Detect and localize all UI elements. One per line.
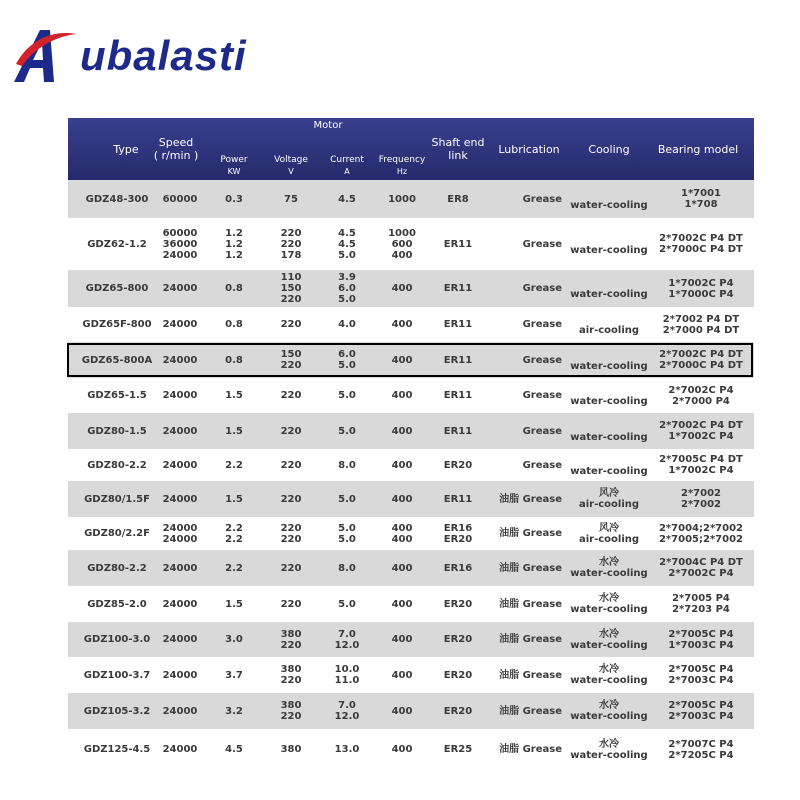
- cell-type: GDZ80-2.2: [87, 562, 147, 574]
- cell-speed: 24000: [162, 744, 198, 755]
- cell-cool: water-cooling: [570, 396, 648, 407]
- cell-power: 3.0: [225, 634, 243, 645]
- cell-bearing: 2*7002C P4 DT 2*7000C P4 DT: [659, 233, 743, 255]
- cell-voltage: 220: [280, 562, 302, 574]
- cell-shaft: ER8: [447, 193, 469, 205]
- cell-type: GDZ65F-800: [82, 319, 152, 330]
- cell-voltage: 220: [280, 425, 302, 437]
- cell-type: GDZ48-300: [85, 193, 149, 205]
- header-frequency: Frequency: [378, 155, 426, 165]
- cell-voltage: 380 220: [280, 700, 302, 722]
- cell-type: GDZ65-800A: [81, 354, 153, 366]
- header-power: Power: [220, 155, 248, 165]
- cell-lube: Grease: [522, 354, 562, 366]
- cell-current: 5.0: [338, 493, 356, 505]
- cell-bearing: 2*7004;2*7002 2*7005;2*7002: [658, 522, 744, 545]
- cell-voltage: 220: [280, 319, 302, 330]
- cell-type: GDZ85-2.0: [87, 598, 147, 610]
- cell-power: 2.2 2.2: [225, 522, 243, 545]
- header-voltage-unit: V: [288, 167, 294, 176]
- header-shaft: Shaft end: [431, 136, 485, 149]
- cell-bearing: 2*7002 2*7002: [680, 488, 722, 510]
- cell-speed: 60000 36000 24000: [162, 227, 198, 261]
- cell-lube: Grease: [522, 390, 562, 401]
- cell-speed: 24000 24000: [162, 522, 198, 545]
- cell-bearing: 1*7001 1*708: [680, 188, 722, 210]
- cell-frequency: 400: [391, 493, 413, 505]
- cell-shaft: ER11: [443, 238, 473, 250]
- cell-type: GDZ80/2.2F: [84, 528, 150, 539]
- brand-name: ubalasti: [80, 32, 247, 79]
- cell-cool: 水冷 water-cooling: [570, 557, 648, 579]
- cell-lube: 油脂 Grease: [499, 669, 562, 681]
- cell-shaft: ER11: [443, 319, 473, 330]
- cell-power: 1.2 1.2 1.2: [225, 227, 243, 261]
- cell-current: 8.0: [338, 562, 356, 574]
- cell-voltage: 220: [280, 390, 302, 401]
- cell-bearing: 2*7002C P4 2*7000 P4: [668, 384, 734, 407]
- spec-table: [68, 118, 754, 794]
- cell-frequency: 400: [391, 744, 413, 755]
- cell-lube: Grease: [522, 425, 562, 437]
- cell-current: 5.0: [338, 390, 356, 401]
- cell-type: GDZ80-2.2: [87, 459, 147, 471]
- cell-speed: 24000: [162, 598, 198, 610]
- cell-type: GDZ80-1.5: [87, 425, 147, 437]
- header-frequency-unit: Hz: [396, 167, 408, 176]
- cell-shaft: ER11: [443, 425, 473, 437]
- cell-speed: 24000: [162, 425, 198, 437]
- cell-type: GDZ80/1.5F: [84, 493, 150, 505]
- cell-power: 1.5: [225, 390, 243, 401]
- cell-frequency: 400: [391, 634, 413, 645]
- highlighted-row-frame: [67, 343, 753, 377]
- cell-shaft: ER20: [443, 669, 473, 681]
- cell-shaft: ER11: [443, 493, 473, 505]
- cell-cool: water-cooling: [570, 199, 648, 211]
- cell-lube: Grease: [522, 283, 562, 294]
- cell-frequency: 400: [391, 354, 413, 366]
- cell-current: 5.0: [338, 598, 356, 610]
- header-motor: Motor: [313, 120, 343, 131]
- cell-speed: 24000: [162, 319, 198, 330]
- cell-speed: 60000: [162, 193, 198, 205]
- cell-voltage: 220 220 178: [280, 227, 302, 261]
- cell-cool: 水冷 water-cooling: [570, 700, 648, 722]
- cell-bearing: 2*7002 P4 DT 2*7000 P4 DT: [662, 313, 740, 336]
- logo-mark-icon: [10, 24, 82, 88]
- cell-shaft: ER20: [443, 634, 473, 645]
- cell-type: GDZ105-3.2: [83, 705, 151, 717]
- header-speed: Speed: [158, 136, 194, 149]
- cell-current: 13.0: [334, 744, 360, 755]
- cell-voltage: 220: [280, 459, 302, 471]
- cell-shaft: ER11: [443, 390, 473, 401]
- cell-cool: water-cooling: [570, 465, 648, 477]
- cell-cool: water-cooling: [570, 244, 648, 256]
- cell-bearing: 2*7005C P4 1*7003C P4: [668, 628, 734, 651]
- cell-power: 3.2: [225, 705, 243, 717]
- cell-shaft: ER16: [443, 562, 473, 574]
- cell-shaft: ER11: [443, 354, 473, 366]
- cell-type: GDZ62-1.2: [87, 238, 147, 250]
- cell-bearing: 2*7005C P4 2*7003C P4: [668, 700, 734, 722]
- cell-power: 4.5: [225, 744, 243, 755]
- cell-speed: 24000: [162, 705, 198, 717]
- header-cooling: Cooling: [588, 143, 630, 156]
- cell-bearing: 2*7002C P4 DT 1*7002C P4: [659, 420, 743, 442]
- cell-frequency: 400: [391, 390, 413, 401]
- cell-frequency: 400: [391, 598, 413, 610]
- cell-power: 2.2: [225, 562, 243, 574]
- cell-speed: 24000: [162, 354, 198, 366]
- cell-frequency: 400: [391, 562, 413, 574]
- cell-frequency: 400 400: [391, 522, 413, 545]
- cell-speed: 24000: [162, 459, 198, 471]
- cell-lube: 油脂 Grease: [499, 493, 562, 505]
- cell-shaft: ER20: [443, 705, 473, 717]
- header-bearing: Bearing model: [657, 143, 739, 156]
- cell-power: 0.8: [225, 319, 243, 330]
- cell-power: 1.5: [225, 425, 243, 437]
- cell-power: 0.3: [225, 193, 243, 205]
- cell-lube: 油脂 Grease: [499, 634, 562, 645]
- cell-current: 4.0: [338, 319, 356, 330]
- cell-bearing: 2*7004C P4 DT 2*7002C P4: [659, 557, 743, 579]
- cell-voltage: 220 220: [280, 522, 302, 545]
- cell-current: 4.5: [338, 193, 356, 205]
- cell-lube: Grease: [522, 238, 562, 250]
- header-speed-unit: ( r/min ): [153, 149, 199, 162]
- header-current-unit: A: [344, 167, 350, 176]
- cell-voltage: 110 150 220: [280, 272, 302, 305]
- header-voltage: Voltage: [274, 155, 308, 165]
- cell-cool: 水冷 water-cooling: [570, 593, 648, 615]
- cell-speed: 24000: [162, 669, 198, 681]
- cell-lube: Grease: [522, 459, 562, 471]
- cell-bearing: 2*7005C P4 2*7003C P4: [668, 664, 734, 686]
- cell-frequency: 1000: [388, 193, 416, 205]
- cell-lube: 油脂 Grease: [499, 744, 562, 755]
- cell-cool: air-cooling: [578, 325, 640, 336]
- cell-frequency: 400: [391, 425, 413, 437]
- cell-speed: 24000: [162, 493, 198, 505]
- cell-type: GDZ100-3.7: [83, 669, 151, 681]
- cell-current: 8.0: [338, 459, 356, 471]
- cell-voltage: 150 220: [280, 349, 302, 371]
- cell-lube: Grease: [522, 193, 562, 205]
- cell-bearing: 2*7005C P4 DT 1*7002C P4: [659, 454, 743, 476]
- cell-type: GDZ65-1.5: [87, 390, 147, 401]
- cell-current: 10.0 11.0: [334, 664, 360, 686]
- cell-power: 2.2: [225, 459, 243, 471]
- cell-voltage: 75: [284, 193, 298, 205]
- cell-voltage: 380 220: [280, 628, 302, 651]
- cell-frequency: 400: [391, 705, 413, 717]
- cell-frequency: 400: [391, 319, 413, 330]
- cell-type: GDZ100-3.0: [83, 634, 151, 645]
- cell-current: 7.0 12.0: [334, 700, 360, 722]
- cell-speed: 24000: [162, 562, 198, 574]
- cell-cool: 水冷 water-cooling: [570, 628, 648, 651]
- cell-current: 4.5 4.5 5.0: [338, 227, 356, 261]
- cell-frequency: 400: [391, 669, 413, 681]
- cell-power: 0.8: [225, 354, 243, 366]
- brand-logo: [10, 24, 280, 88]
- cell-type: GDZ65-800: [85, 283, 149, 294]
- cell-frequency: 400: [391, 459, 413, 471]
- cell-power: 0.8: [225, 283, 243, 294]
- table-header: [68, 118, 754, 180]
- cell-current: 3.9 6.0 5.0: [338, 272, 356, 305]
- cell-voltage: 380: [280, 744, 302, 755]
- cell-cool: 风冷 air-cooling: [578, 488, 640, 510]
- cell-speed: 24000: [162, 283, 198, 294]
- cell-type: GDZ125-4.5: [83, 744, 151, 755]
- cell-bearing: 2*7002C P4 DT 2*7000C P4 DT: [659, 349, 743, 371]
- cell-lube: 油脂 Grease: [499, 562, 562, 574]
- cell-power: 1.5: [225, 598, 243, 610]
- header-shaft-link: link: [448, 149, 468, 162]
- cell-current: 5.0 5.0: [338, 522, 356, 545]
- cell-speed: 24000: [162, 390, 198, 401]
- header-type: Type: [113, 143, 139, 156]
- header-current: Current: [330, 155, 364, 165]
- cell-lube: 油脂 Grease: [499, 528, 562, 539]
- cell-bearing: 1*7002C P4 1*7000C P4: [668, 277, 734, 300]
- cell-shaft: ER16 ER20: [443, 522, 473, 545]
- header-lubrication: Lubrication: [498, 143, 560, 156]
- cell-bearing: 2*7005 P4 2*7203 P4: [672, 593, 730, 615]
- cell-voltage: 220: [280, 493, 302, 505]
- cell-power: 1.5: [225, 493, 243, 505]
- cell-voltage: 380 220: [280, 664, 302, 686]
- cell-current: 6.0 5.0: [338, 349, 356, 371]
- cell-cool: 水冷 water-cooling: [570, 664, 648, 686]
- cell-cool: water-cooling: [570, 360, 648, 372]
- cell-cool: water-cooling: [570, 431, 648, 443]
- cell-current: 5.0: [338, 425, 356, 437]
- cell-frequency: 1000 600 400: [388, 227, 416, 261]
- cell-speed: 24000: [162, 634, 198, 645]
- cell-shaft: ER11: [443, 283, 473, 294]
- cell-cool: water-cooling: [570, 289, 648, 300]
- cell-frequency: 400: [391, 283, 413, 294]
- cell-lube: 油脂 Grease: [499, 705, 562, 717]
- cell-cool: 水冷 water-cooling: [570, 738, 648, 761]
- cell-shaft: ER20: [443, 459, 473, 471]
- cell-lube: Grease: [522, 319, 562, 330]
- cell-power: 3.7: [225, 669, 243, 681]
- cell-current: 7.0 12.0: [334, 628, 360, 651]
- cell-bearing: 2*7007C P4 2*7205C P4: [668, 738, 734, 761]
- cell-cool: 风冷 air-cooling: [578, 522, 640, 545]
- cell-shaft: ER20: [443, 598, 473, 610]
- cell-lube: 油脂 Grease: [499, 598, 562, 610]
- header-power-unit: KW: [227, 167, 241, 176]
- cell-voltage: 220: [280, 598, 302, 610]
- cell-shaft: ER25: [443, 744, 473, 755]
